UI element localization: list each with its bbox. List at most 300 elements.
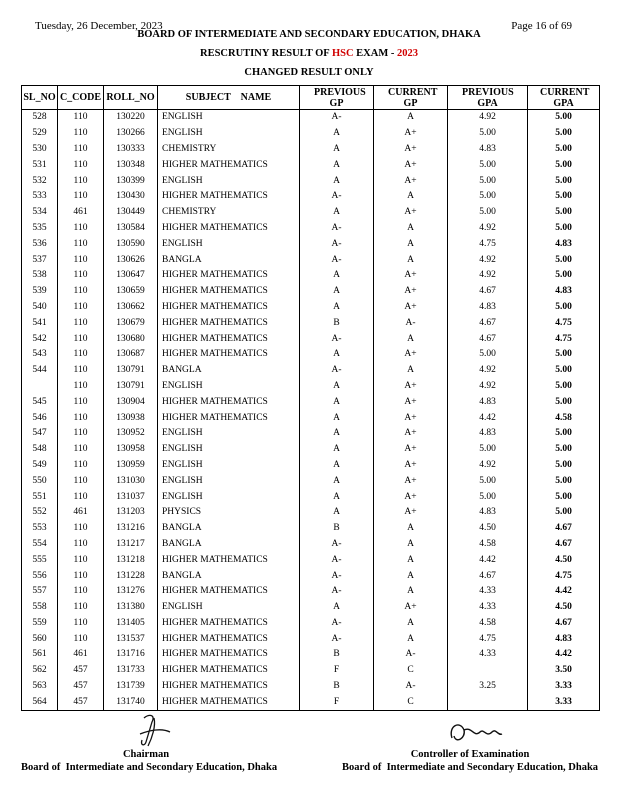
cell-subject: ENGLISH — [158, 426, 300, 442]
cell-current-gpa: 5.00 — [528, 189, 600, 205]
cell-c-code: 110 — [58, 394, 104, 410]
cell-previous-gpa: 4.92 — [448, 268, 528, 284]
cell-current-gp: A — [374, 331, 448, 347]
cell-current-gp: A — [374, 584, 448, 600]
cell-current-gpa: 5.00 — [528, 126, 600, 142]
cell-previous-gpa: 5.00 — [448, 173, 528, 189]
cell-current-gp: A+ — [374, 600, 448, 616]
table-row — [22, 268, 600, 284]
cell-roll-no: 131380 — [104, 600, 158, 616]
cell-c-code: 110 — [58, 363, 104, 379]
cell-previous-gpa: 5.00 — [448, 126, 528, 142]
cell-previous-gp: A- — [300, 110, 374, 126]
cell-sl-no: 532 — [22, 173, 58, 189]
cell-previous-gpa: 4.83 — [448, 142, 528, 158]
cell-sl-no: 528 — [22, 110, 58, 126]
exam-title-mid: EXAM - — [356, 48, 395, 59]
cell-roll-no: 131030 — [104, 473, 158, 489]
cell-previous-gpa: 4.92 — [448, 363, 528, 379]
table-row — [22, 663, 600, 679]
cell-roll-no: 130220 — [104, 110, 158, 126]
exam-name: HSC — [331, 48, 354, 59]
cell-c-code: 110 — [58, 584, 104, 600]
cell-current-gp: A+ — [374, 505, 448, 521]
col-current-gpa: CURRENT GPA — [528, 86, 600, 110]
cell-sl-no: 558 — [22, 600, 58, 616]
cell-roll-no: 130791 — [104, 379, 158, 395]
cell-current-gpa: 5.00 — [528, 379, 600, 395]
cell-previous-gpa: 4.83 — [448, 505, 528, 521]
cell-current-gpa: 3.33 — [528, 694, 600, 710]
cell-c-code: 110 — [58, 521, 104, 537]
cell-current-gpa: 5.00 — [528, 300, 600, 316]
cell-previous-gp: A — [300, 442, 374, 458]
cell-previous-gpa: 4.92 — [448, 221, 528, 237]
cell-current-gpa: 4.83 — [528, 236, 600, 252]
cell-current-gp: A+ — [374, 410, 448, 426]
cell-roll-no: 131405 — [104, 616, 158, 632]
cell-previous-gpa: 5.00 — [448, 489, 528, 505]
cell-subject: PHYSICS — [158, 505, 300, 521]
cell-subject: ENGLISH — [158, 473, 300, 489]
cell-subject: BANGLA — [158, 363, 300, 379]
cell-previous-gpa: 4.58 — [448, 537, 528, 553]
cell-roll-no: 130348 — [104, 157, 158, 173]
cell-sl-no: 555 — [22, 552, 58, 568]
cell-c-code: 110 — [58, 600, 104, 616]
cell-previous-gp: B — [300, 315, 374, 331]
cell-c-code: 110 — [58, 331, 104, 347]
cell-c-code: 110 — [58, 458, 104, 474]
cell-previous-gpa: 4.83 — [448, 394, 528, 410]
cell-previous-gpa: 4.83 — [448, 426, 528, 442]
cell-sl-no: 538 — [22, 268, 58, 284]
cell-c-code: 110 — [58, 252, 104, 268]
cell-current-gp: A+ — [374, 142, 448, 158]
cell-sl-no: 556 — [22, 568, 58, 584]
cell-sl-no: 548 — [22, 442, 58, 458]
table-row — [22, 331, 600, 347]
cell-previous-gp: A- — [300, 221, 374, 237]
cell-previous-gp: A — [300, 157, 374, 173]
table-row — [22, 442, 600, 458]
cell-sl-no: 541 — [22, 315, 58, 331]
cell-previous-gp: A- — [300, 363, 374, 379]
cell-current-gp: A — [374, 521, 448, 537]
cell-roll-no: 130958 — [104, 442, 158, 458]
col-subject-name: SUBJECT NAME — [158, 86, 300, 110]
col-previous-gpa: PREVIOUS GPA — [448, 86, 528, 110]
cell-subject: ENGLISH — [158, 110, 300, 126]
cell-current-gp: A — [374, 189, 448, 205]
cell-current-gp: A- — [374, 315, 448, 331]
cell-current-gpa: 5.00 — [528, 363, 600, 379]
cell-previous-gp: A — [300, 205, 374, 221]
table-row — [22, 284, 600, 300]
cell-current-gp: C — [374, 694, 448, 710]
cell-c-code: 110 — [58, 157, 104, 173]
table-header-row — [22, 86, 600, 110]
table-row — [22, 126, 600, 142]
chairman-signature — [130, 712, 180, 750]
cell-current-gp: A — [374, 616, 448, 632]
table-row — [22, 584, 600, 600]
cell-roll-no: 130687 — [104, 347, 158, 363]
page-number: Page 16 of 69 — [511, 20, 572, 32]
cell-previous-gp: A- — [300, 252, 374, 268]
cell-roll-no: 131216 — [104, 521, 158, 537]
cell-roll-no: 130333 — [104, 142, 158, 158]
cell-previous-gpa: 4.83 — [448, 300, 528, 316]
table-row — [22, 600, 600, 616]
cell-current-gpa: 4.67 — [528, 616, 600, 632]
cell-subject: HIGHER MATHEMATICS — [158, 331, 300, 347]
cell-previous-gpa: 5.00 — [448, 473, 528, 489]
cell-previous-gpa: 4.33 — [448, 584, 528, 600]
cell-previous-gp: A- — [300, 236, 374, 252]
cell-subject: BANGLA — [158, 568, 300, 584]
cell-current-gp: A — [374, 363, 448, 379]
cell-sl-no: 540 — [22, 300, 58, 316]
cell-sl-no: 564 — [22, 694, 58, 710]
cell-roll-no: 130626 — [104, 252, 158, 268]
cell-c-code: 457 — [58, 663, 104, 679]
table-row — [22, 458, 600, 474]
cell-current-gp: A — [374, 537, 448, 553]
cell-previous-gp: A — [300, 284, 374, 300]
cell-previous-gpa: 4.33 — [448, 600, 528, 616]
page-subtitle: CHANGED RESULT ONLY — [244, 67, 374, 78]
chairman-title: Chairman — [122, 749, 170, 760]
cell-subject: BANGLA — [158, 521, 300, 537]
cell-previous-gpa: 4.42 — [448, 410, 528, 426]
cell-subject: ENGLISH — [158, 236, 300, 252]
cell-current-gp: A+ — [374, 379, 448, 395]
cell-current-gpa: 4.42 — [528, 584, 600, 600]
cell-sl-no: 554 — [22, 537, 58, 553]
cell-previous-gp: A — [300, 426, 374, 442]
cell-previous-gp: F — [300, 694, 374, 710]
table-row — [22, 363, 600, 379]
cell-c-code: 461 — [58, 205, 104, 221]
cell-c-code: 110 — [58, 284, 104, 300]
cell-previous-gp: A — [300, 300, 374, 316]
table-row — [22, 142, 600, 158]
cell-current-gp: A+ — [374, 300, 448, 316]
cell-sl-no: 542 — [22, 331, 58, 347]
cell-subject: HIGHER MATHEMATICS — [158, 221, 300, 237]
cell-subject: HIGHER MATHEMATICS — [158, 347, 300, 363]
cell-roll-no: 131716 — [104, 647, 158, 663]
cell-c-code: 110 — [58, 473, 104, 489]
cell-sl-no: 552 — [22, 505, 58, 521]
exam-year: 2023 — [397, 48, 418, 59]
cell-subject: CHEMISTRY — [158, 142, 300, 158]
cell-current-gp: A — [374, 221, 448, 237]
cell-current-gp: A+ — [374, 426, 448, 442]
cell-subject: HIGHER MATHEMATICS — [158, 694, 300, 710]
cell-current-gpa: 5.00 — [528, 157, 600, 173]
cell-previous-gp: B — [300, 521, 374, 537]
col-c-code: C_CODE — [58, 86, 104, 110]
table-row — [22, 189, 600, 205]
cell-current-gpa: 4.67 — [528, 521, 600, 537]
cell-previous-gp: A- — [300, 331, 374, 347]
cell-subject: HIGHER MATHEMATICS — [158, 679, 300, 695]
cell-c-code: 457 — [58, 679, 104, 695]
cell-sl-no: 560 — [22, 631, 58, 647]
cell-current-gpa: 4.67 — [528, 537, 600, 553]
cell-sl-no: 549 — [22, 458, 58, 474]
cell-roll-no: 131217 — [104, 537, 158, 553]
cell-c-code: 110 — [58, 110, 104, 126]
cell-previous-gpa: 4.67 — [448, 315, 528, 331]
cell-previous-gpa: 4.67 — [448, 331, 528, 347]
cell-current-gp: A- — [374, 647, 448, 663]
table-row — [22, 410, 600, 426]
cell-previous-gpa: 5.00 — [448, 205, 528, 221]
table-row — [22, 647, 600, 663]
cell-subject: ENGLISH — [158, 379, 300, 395]
cell-current-gpa: 5.00 — [528, 221, 600, 237]
cell-c-code: 110 — [58, 126, 104, 142]
cell-previous-gpa: 4.92 — [448, 110, 528, 126]
cell-previous-gp: A — [300, 489, 374, 505]
cell-subject: HIGHER MATHEMATICS — [158, 268, 300, 284]
print-date: Tuesday, 26 December, 2023 — [35, 20, 163, 32]
exam-title — [0, 48, 618, 59]
cell-current-gpa: 5.00 — [528, 268, 600, 284]
cell-current-gp: A+ — [374, 489, 448, 505]
cell-current-gpa: 4.75 — [528, 568, 600, 584]
cell-previous-gp: A- — [300, 189, 374, 205]
cell-c-code: 110 — [58, 426, 104, 442]
cell-sl-no: 559 — [22, 616, 58, 632]
table-row — [22, 221, 600, 237]
cell-previous-gpa — [448, 663, 528, 679]
table-row — [22, 679, 600, 695]
cell-previous-gp: A — [300, 142, 374, 158]
cell-previous-gp: A- — [300, 537, 374, 553]
result-table — [21, 85, 600, 711]
cell-c-code: 110 — [58, 410, 104, 426]
cell-roll-no: 130679 — [104, 315, 158, 331]
table-row — [22, 694, 600, 710]
cell-previous-gp: A- — [300, 616, 374, 632]
cell-roll-no: 131276 — [104, 584, 158, 600]
cell-current-gpa: 5.00 — [528, 347, 600, 363]
cell-sl-no: 536 — [22, 236, 58, 252]
cell-previous-gp: B — [300, 679, 374, 695]
cell-previous-gp: A — [300, 505, 374, 521]
cell-current-gp: A+ — [374, 347, 448, 363]
cell-current-gp: A+ — [374, 284, 448, 300]
exam-title-prefix: RESCRUTINY RESULT OF — [199, 48, 330, 59]
cell-roll-no: 130938 — [104, 410, 158, 426]
cell-sl-no: 530 — [22, 142, 58, 158]
cell-previous-gpa: 4.33 — [448, 647, 528, 663]
table-row — [22, 631, 600, 647]
cell-roll-no: 130662 — [104, 300, 158, 316]
controller-org: Board of Intermediate and Secondary Education, Dhaka — [341, 762, 599, 773]
cell-roll-no: 131203 — [104, 505, 158, 521]
table-row — [22, 379, 600, 395]
table-row — [22, 616, 600, 632]
cell-sl-no: 529 — [22, 126, 58, 142]
table-row — [22, 300, 600, 316]
cell-previous-gpa — [448, 694, 528, 710]
cell-current-gpa: 3.50 — [528, 663, 600, 679]
cell-sl-no: 550 — [22, 473, 58, 489]
cell-c-code: 110 — [58, 173, 104, 189]
table-row — [22, 173, 600, 189]
cell-roll-no: 131537 — [104, 631, 158, 647]
cell-sl-no: 531 — [22, 157, 58, 173]
cell-sl-no: 533 — [22, 189, 58, 205]
cell-subject: ENGLISH — [158, 600, 300, 616]
cell-previous-gp: A- — [300, 552, 374, 568]
controller-signature — [446, 716, 506, 750]
cell-c-code: 110 — [58, 315, 104, 331]
cell-previous-gpa: 4.92 — [448, 458, 528, 474]
cell-current-gpa: 4.83 — [528, 631, 600, 647]
cell-current-gpa: 5.00 — [528, 205, 600, 221]
cell-sl-no: 551 — [22, 489, 58, 505]
cell-previous-gpa: 4.58 — [448, 616, 528, 632]
cell-current-gpa: 3.33 — [528, 679, 600, 695]
cell-subject: HIGHER MATHEMATICS — [158, 410, 300, 426]
cell-subject: HIGHER MATHEMATICS — [158, 300, 300, 316]
cell-subject: HIGHER MATHEMATICS — [158, 631, 300, 647]
cell-previous-gpa: 3.25 — [448, 679, 528, 695]
controller-title: Controller of Examination — [410, 749, 530, 760]
cell-roll-no: 131733 — [104, 663, 158, 679]
cell-previous-gp: B — [300, 647, 374, 663]
cell-current-gp: A+ — [374, 173, 448, 189]
cell-current-gpa: 4.42 — [528, 647, 600, 663]
cell-current-gpa: 5.00 — [528, 173, 600, 189]
chairman-block — [21, 748, 278, 774]
board-title: BOARD OF INTERMEDIATE AND SECONDARY EDUCATION, DHAKA — [137, 29, 481, 40]
cell-roll-no: 130647 — [104, 268, 158, 284]
cell-current-gp: A — [374, 110, 448, 126]
cell-current-gp: A+ — [374, 458, 448, 474]
cell-sl-no: 543 — [22, 347, 58, 363]
table-row — [22, 157, 600, 173]
cell-subject: ENGLISH — [158, 173, 300, 189]
cell-c-code: 110 — [58, 442, 104, 458]
cell-c-code: 110 — [58, 236, 104, 252]
cell-previous-gp: A — [300, 347, 374, 363]
cell-current-gp: A+ — [374, 157, 448, 173]
cell-c-code: 110 — [58, 631, 104, 647]
cell-current-gpa: 5.00 — [528, 394, 600, 410]
cell-roll-no: 130952 — [104, 426, 158, 442]
cell-roll-no: 130959 — [104, 458, 158, 474]
cell-c-code: 110 — [58, 300, 104, 316]
cell-sl-no — [22, 379, 58, 395]
cell-current-gp: A — [374, 552, 448, 568]
cell-current-gp: A+ — [374, 473, 448, 489]
cell-subject: HIGHER MATHEMATICS — [158, 584, 300, 600]
cell-previous-gp: A — [300, 458, 374, 474]
cell-previous-gp: A- — [300, 568, 374, 584]
cell-previous-gp: A- — [300, 584, 374, 600]
cell-roll-no: 130904 — [104, 394, 158, 410]
cell-subject: BANGLA — [158, 537, 300, 553]
cell-sl-no: 539 — [22, 284, 58, 300]
cell-c-code: 110 — [58, 189, 104, 205]
cell-roll-no: 130590 — [104, 236, 158, 252]
cell-c-code: 461 — [58, 505, 104, 521]
table-row — [22, 236, 600, 252]
cell-previous-gpa: 4.92 — [448, 252, 528, 268]
cell-c-code: 110 — [58, 268, 104, 284]
table-row — [22, 473, 600, 489]
cell-previous-gp: A — [300, 410, 374, 426]
cell-roll-no: 130449 — [104, 205, 158, 221]
cell-subject: HIGHER MATHEMATICS — [158, 189, 300, 205]
cell-c-code: 110 — [58, 142, 104, 158]
cell-c-code: 461 — [58, 647, 104, 663]
cell-roll-no: 131218 — [104, 552, 158, 568]
cell-sl-no: 547 — [22, 426, 58, 442]
cell-previous-gpa: 5.00 — [448, 347, 528, 363]
cell-current-gp: A+ — [374, 442, 448, 458]
cell-previous-gpa: 4.92 — [448, 379, 528, 395]
table-row — [22, 394, 600, 410]
col-current-gp: CURRENT GP — [374, 86, 448, 110]
cell-current-gpa: 4.75 — [528, 315, 600, 331]
cell-current-gpa: 5.00 — [528, 110, 600, 126]
cell-current-gp: A — [374, 631, 448, 647]
cell-previous-gp: A — [300, 268, 374, 284]
cell-current-gp: C — [374, 663, 448, 679]
cell-roll-no: 130680 — [104, 331, 158, 347]
cell-subject: ENGLISH — [158, 126, 300, 142]
cell-sl-no: 546 — [22, 410, 58, 426]
cell-roll-no: 131037 — [104, 489, 158, 505]
cell-previous-gpa: 5.00 — [448, 442, 528, 458]
cell-roll-no: 130430 — [104, 189, 158, 205]
controller-block — [340, 748, 600, 774]
cell-current-gpa: 5.00 — [528, 426, 600, 442]
cell-previous-gpa: 4.67 — [448, 568, 528, 584]
chairman-org: Board of Intermediate and Secondary Education, Dhaka — [21, 762, 278, 773]
cell-previous-gp: A — [300, 473, 374, 489]
cell-previous-gpa: 5.00 — [448, 189, 528, 205]
cell-previous-gp: A — [300, 394, 374, 410]
cell-roll-no: 131739 — [104, 679, 158, 695]
cell-roll-no: 130399 — [104, 173, 158, 189]
table-row — [22, 347, 600, 363]
cell-sl-no: 537 — [22, 252, 58, 268]
cell-current-gp: A- — [374, 679, 448, 695]
cell-roll-no: 131228 — [104, 568, 158, 584]
cell-current-gpa: 5.00 — [528, 458, 600, 474]
cell-current-gpa: 4.50 — [528, 600, 600, 616]
cell-roll-no: 131740 — [104, 694, 158, 710]
cell-subject: HIGHER MATHEMATICS — [158, 616, 300, 632]
cell-c-code: 110 — [58, 568, 104, 584]
cell-current-gpa: 5.00 — [528, 489, 600, 505]
table-row — [22, 252, 600, 268]
cell-current-gp: A+ — [374, 126, 448, 142]
cell-subject: ENGLISH — [158, 442, 300, 458]
cell-subject: HIGHER MATHEMATICS — [158, 284, 300, 300]
cell-sl-no: 562 — [22, 663, 58, 679]
cell-current-gp: A — [374, 568, 448, 584]
